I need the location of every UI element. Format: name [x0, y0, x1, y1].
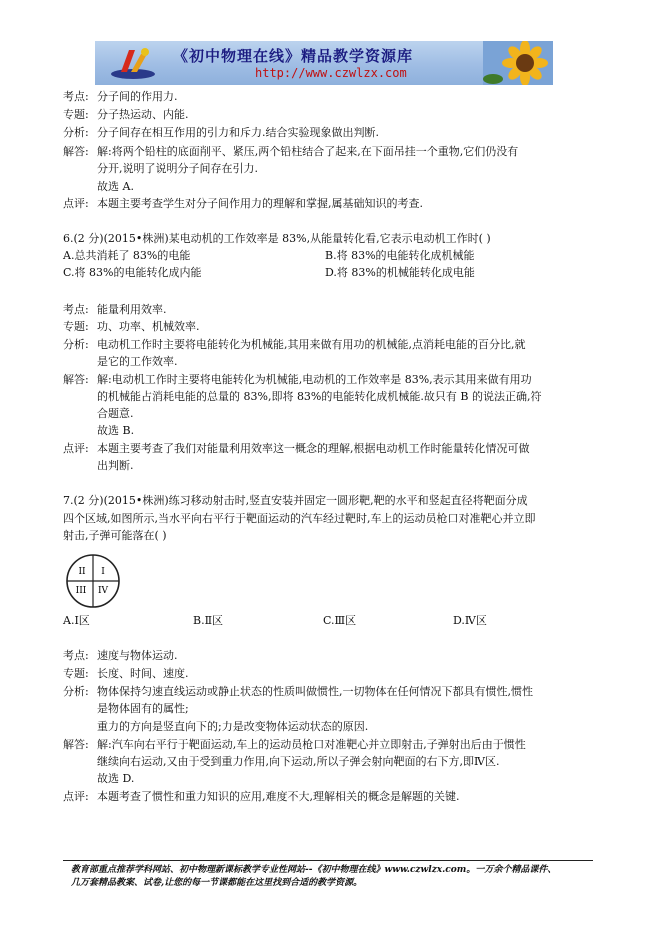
- q6-fenxi-2: 是它的工作效率.: [97, 355, 178, 368]
- q7-zhuanti: 长度、时间、速度.: [97, 667, 189, 680]
- q7-kaodian: 速度与物体运动.: [97, 649, 178, 662]
- q7-zhuanti-label: 专题:: [63, 667, 89, 680]
- q7-option-d: D.Ⅳ区: [453, 614, 487, 627]
- q7-kaodian-label: 考点:: [63, 649, 89, 662]
- q6-jieda-1: 解:电动机工作时主要将电能转化为机械能,电动机的工作效率是 83%,表示其用来做有用功: [97, 373, 532, 386]
- q6-option-d: D.将 83%的机械能转化成电能: [325, 266, 475, 279]
- q7-dianping-label: 点评:: [63, 790, 89, 803]
- target-quadrant-1: I: [101, 567, 105, 577]
- sunflower-icon: [483, 41, 553, 85]
- q5-zhuanti: 分子热运动、内能.: [97, 108, 189, 121]
- q7-jieda-2: 继续向右运动,又由于受到重力作用,向下运动,所以子弹会射向靶面的右下方,即Ⅳ区.: [97, 755, 500, 768]
- q5-kaodian: 分子间的作用力.: [97, 90, 178, 103]
- q5-jieda-2: 分开,说明了说明分子间存在引力.: [97, 162, 258, 175]
- q5-fenxi: 分子间存在相互作用的引力和斥力.结合实验现象做出判断.: [97, 126, 379, 139]
- q5-dianping: 本题主要考查学生对分子间作用力的理解和掌握,属基础知识的考查.: [97, 197, 423, 210]
- q5-kaodian-label: 考点:: [63, 90, 89, 103]
- q7-jieda-label: 解答:: [63, 738, 89, 751]
- q6-fenxi-1: 电动机工作时主要将电能转化为机械能,其用来做有用功的机械能,点消耗电能的百分比,就: [97, 338, 526, 351]
- q5-fenxi-label: 分析:: [63, 126, 89, 139]
- q7-fenxi-label: 分析:: [63, 685, 89, 698]
- q5-jieda-label: 解答:: [63, 145, 89, 158]
- q6-jieda-2: 的机械能占消耗电能的总量的 83%,即将 83%的电能转化成机械能.故只有 B 的说法正确,符: [97, 390, 542, 403]
- q7-option-b: B.Ⅱ区: [193, 614, 224, 627]
- header-banner: [95, 41, 553, 85]
- q7-fenxi-3: 重力的方向是竖直向下的;力是改变物体运动状态的原因.: [97, 720, 369, 733]
- q5-jieda-3: 故选 A.: [97, 180, 134, 193]
- q5-zhuanti-label: 专题:: [63, 108, 89, 121]
- q7-jieda-1: 解:汽车向右平行于靶面运动,车上的运动员枪口对准靶心并立即射击,子弹射出后由于惯性: [97, 738, 526, 751]
- banner-url[interactable]: http://www.czwlzx.com: [255, 66, 407, 80]
- q7-option-a: A.Ⅰ区: [63, 614, 90, 627]
- q7-dianping: 本题考查了惯性和重力知识的应用,难度不大,理解相关的概念是解题的关键.: [97, 790, 460, 803]
- q6-zhuanti-label: 专题:: [63, 320, 89, 333]
- q6-zhuanti: 功、功率、机械效率.: [97, 320, 200, 333]
- q6-dianping-1: 本题主要考查了我们对能量利用效率这一概念的理解,根据电动机工作时能量转化情况可做: [97, 442, 530, 455]
- q7-stem-1: 7.(2 分)(2015•株洲)练习移动射击时,竖直安装并固定一圆形靶,靶的水平和竖起直径将靶面分成: [63, 494, 528, 507]
- site-logo-icon: [107, 44, 161, 82]
- q7-stem-3: 射击,子弹可能落在( ): [63, 529, 167, 542]
- target-quadrant-3: III: [75, 586, 87, 596]
- q7-stem-2: 四个区域,如图所示,当水平向右平行于靶面运动的汽车经过靶时,车上的运动员枪口对准靶心并立即: [63, 512, 536, 525]
- q6-jieda-3: 合题意.: [97, 407, 134, 420]
- q7-option-c: C.Ⅲ区: [323, 614, 357, 627]
- target-quadrant-4: IV: [97, 586, 109, 596]
- q6-jieda-4: 故选 B.: [97, 424, 135, 437]
- target-diagram: [65, 553, 121, 609]
- q6-dianping-label: 点评:: [63, 442, 89, 455]
- q6-option-a: A.总共消耗了 83%的电能: [63, 249, 191, 262]
- q6-kaodian: 能量利用效率.: [97, 303, 167, 316]
- q6-option-b: B.将 83%的电能转化成机械能: [325, 249, 475, 262]
- footer-divider: [63, 860, 593, 861]
- q6-dianping-2: 出判断.: [97, 459, 134, 472]
- banner-title: 《初中物理在线》精品教学资源库: [173, 47, 414, 65]
- q6-fenxi-label: 分析:: [63, 338, 89, 351]
- q5-dianping-label: 点评:: [63, 197, 89, 210]
- q5-jieda-1: 解:将两个铅柱的底面削平、紧压,两个铅柱结合了起来,在下面吊挂一个重物,它们仍没有: [97, 145, 519, 158]
- footer-line-1: 教育部重点推荐学科网站、初中物理新课标教学专业性网站--《初中物理在线》www.czwlzx.com。一万余个精品课件、: [71, 865, 557, 875]
- q6-option-c: C.将 83%的电能转化成内能: [63, 266, 202, 279]
- q6-jieda-label: 解答:: [63, 373, 89, 386]
- q6-stem: 6.(2 分)(2015•株洲)某电动机的工作效率是 83%,从能量转化看,它表示电动机工作时( ): [63, 232, 491, 245]
- q7-fenxi-1: 物体保持匀速直线运动或静止状态的性质叫做惯性,一切物体在任何情况下都具有惯性,惯性: [97, 685, 533, 698]
- footer-line-2: 几万套精品教案、试卷,让您的每一节课都能在这里找到合适的教学资源。: [71, 878, 363, 888]
- q6-kaodian-label: 考点:: [63, 303, 89, 316]
- q7-fenxi-2: 是物体固有的属性;: [97, 702, 189, 715]
- target-quadrant-2: II: [78, 567, 86, 577]
- q7-jieda-3: 故选 D.: [97, 772, 135, 785]
